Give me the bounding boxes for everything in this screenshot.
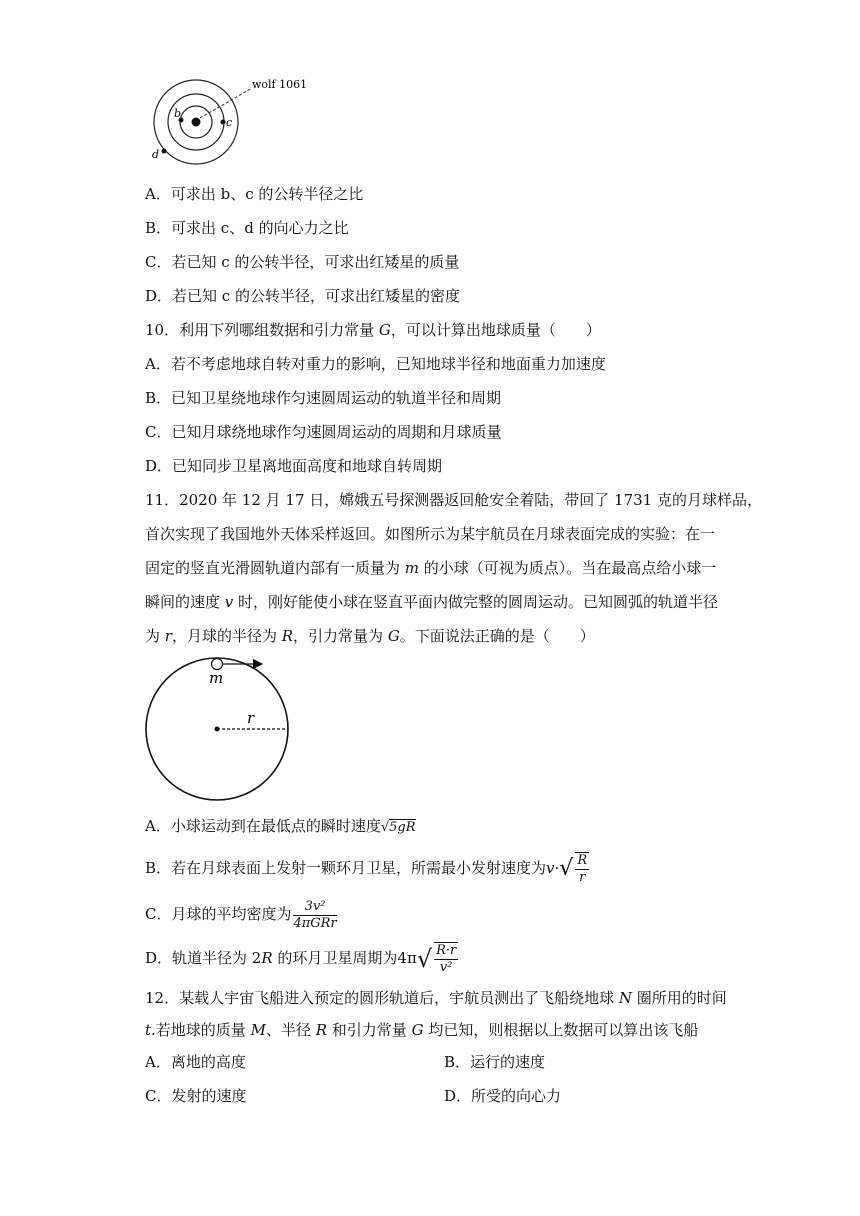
q11-option-a: A．小球运动到在最低点的瞬时速度√5gR bbox=[145, 817, 416, 835]
q9-option-b: B．可求出 c、d 的向心力之比 bbox=[145, 219, 349, 237]
q10-option-a: A．若不考虑地球自转对重力的影响，已知地球半径和地面重力加速度 bbox=[145, 355, 606, 373]
q11-stem-line5: 为 r，月球的半径为 R，引力常量为 G。下面说法正确的是（ ） bbox=[145, 627, 595, 645]
label-b: b bbox=[174, 107, 182, 120]
q12-option-d: D．所受的向心力 bbox=[444, 1087, 562, 1105]
label-r: r bbox=[247, 709, 255, 727]
q10-stem: 10．利用下列哪组数据和引力常量 G，可以计算出地球质量（ ） bbox=[145, 321, 601, 339]
planet-d bbox=[162, 149, 167, 154]
label-c: c bbox=[226, 116, 233, 129]
q12-option-a: A．离地的高度 bbox=[145, 1053, 246, 1071]
label-star: wolf 1061 bbox=[252, 78, 308, 91]
frac-R-over-r: $\frac{R}{r}$ bbox=[577, 853, 588, 885]
q11-stem-line2: 首次实现了我国地外天体采样返回。如图所示为某宇航员在月球表面完成的实验：在一 bbox=[145, 525, 716, 543]
q11-stem-line1: 11．2020 年 12 月 17 日，嫦娥五号探测器返回舱安全着陆，带回了 1731 克的月球样品， bbox=[145, 491, 762, 509]
orbit-figure bbox=[140, 72, 320, 172]
label-d: d bbox=[152, 148, 160, 161]
q12-stem-line1: 12．某载人宇宙飞船进入预定的圆形轨道后，宇航员测出了飞船绕地球 N 圈所用的时间 bbox=[145, 989, 727, 1007]
star-dot bbox=[192, 118, 201, 127]
q9-option-a: A．可求出 b、c 的公转半径之比 bbox=[145, 185, 364, 203]
planet-c bbox=[221, 120, 226, 125]
q11-option-c: C．月球的平均密度为 $\frac{\text{3v²}}{\text{4πGRr}}$ bbox=[145, 898, 337, 931]
sqrt-5gR: √5gR bbox=[380, 820, 416, 835]
ball bbox=[212, 659, 223, 670]
q11-stem-line3: 固定的竖直光滑圆轨道内部有一质量为 m 的小球（可视为质点）。当在最高点给小球一 bbox=[145, 559, 717, 577]
q11-option-d: D．轨道半径为 2R 的环月卫星周期为4π√ $\frac{R\cdot r}{\text{v²}}$ bbox=[145, 943, 457, 975]
q12-option-c: C．发射的速度 bbox=[145, 1087, 247, 1105]
circle-track-figure bbox=[140, 655, 300, 810]
q11-stem-line4: 瞬间的速度 v 时，刚好能使小球在竖直平面内做完整的圆周运动。已知圆弧的轨道半径 bbox=[145, 593, 719, 611]
q10-option-d: D．已知同步卫星离地面高度和地球自转周期 bbox=[145, 457, 443, 475]
frac-density: $\frac{\text{3v²}}{\text{4πGRr}}$ bbox=[293, 898, 337, 931]
q9-option-d: D．若已知 c 的公转半径，可求出红矮星的密度 bbox=[145, 287, 460, 305]
label-m: m bbox=[209, 669, 224, 687]
q12-stem-line2: t.若地球的质量 M、半径 R 和引力常量 G 均已知，则根据以上数据可以算出该飞船 bbox=[145, 1021, 699, 1039]
q12-option-b: B．运行的速度 bbox=[444, 1053, 546, 1071]
frac-period: $\frac{R\cdot r}{\text{v²}}$ bbox=[436, 943, 457, 975]
q11-option-b: B．若在月球表面上发射一颗环月卫星，所需最小发射速度为v·√ $\frac{R}{r}$ bbox=[145, 853, 588, 885]
q9-option-c: C．若已知 c 的公转半径，可求出红矮星的质量 bbox=[145, 253, 460, 271]
q10-option-b: B．已知卫星绕地球作匀速圆周运动的轨道半径和周期 bbox=[145, 389, 502, 407]
q10-option-c: C．已知月球绕地球作匀速圆周运动的周期和月球质量 bbox=[145, 423, 502, 441]
